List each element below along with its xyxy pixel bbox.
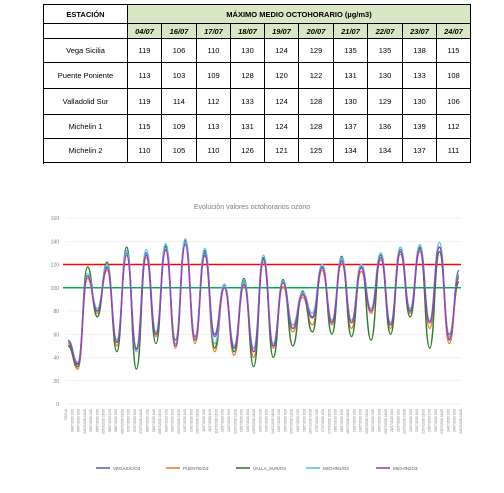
x-tick-label: 17/07/2020 8:00 xyxy=(321,409,326,433)
table-cell: 135 xyxy=(334,39,368,63)
table-cell: 128 xyxy=(231,63,265,89)
y-tick-label: 0 xyxy=(56,402,59,408)
y-tick-label: 20 xyxy=(53,378,59,385)
table-cell: 139 xyxy=(403,115,437,139)
table-cell: 113 xyxy=(197,115,231,139)
table-cell: 130 xyxy=(334,89,368,115)
table-row xyxy=(44,139,471,163)
x-tick-label: 09/07/2020 16:00 xyxy=(176,409,181,434)
x-tick-label: 23/07/2020 16:00 xyxy=(440,409,445,434)
x-tick-label: 18/07/2020 0:00 xyxy=(333,409,338,433)
table-cell: 110 xyxy=(197,39,231,63)
date-header: 24/07 xyxy=(437,24,471,39)
table-cell: 112 xyxy=(197,89,231,115)
table-row xyxy=(44,63,471,89)
table-cell: 128 xyxy=(299,115,334,139)
table-cell: 112 xyxy=(437,115,471,139)
table-cell: 129 xyxy=(299,39,334,63)
table-cell: 135 xyxy=(368,39,403,63)
station-header-spacer xyxy=(44,24,128,39)
date-header: 04/07 xyxy=(128,24,162,39)
table-cell: 115 xyxy=(437,39,471,63)
x-tick-label: 18/07/2020 8:00 xyxy=(339,409,344,433)
x-tick-label: 22/07/2020 16:00 xyxy=(421,409,426,434)
x-tick-label: 09/07/2020 8:00 xyxy=(170,409,175,433)
table-cell: 110 xyxy=(197,139,231,163)
table-cell: 111 xyxy=(437,139,471,163)
table-cell: 124 xyxy=(265,89,299,115)
date-header: 18/07 xyxy=(231,24,265,39)
x-tick-label: 19/07/2020 16:00 xyxy=(364,409,369,434)
x-tick-label: FECHA xyxy=(64,409,68,420)
ozone-chart xyxy=(36,196,468,486)
x-tick-label: 17/07/2020 16:00 xyxy=(327,409,332,434)
x-tick-label: 08/07/2020 8:00 xyxy=(151,409,156,433)
chart-title: Evolución valores octohorarios ozono xyxy=(193,204,311,211)
table-cell: 110 xyxy=(128,139,162,163)
table-cell: 130 xyxy=(231,39,265,63)
table-cell: 134 xyxy=(368,139,403,163)
table-cell: 106 xyxy=(162,39,197,63)
main-header: MÁXIMO MEDIO OCTOHORARIO (µg/m3) xyxy=(128,5,471,24)
x-tick-label: 05/07/2020 8:00 xyxy=(95,409,100,433)
table-row xyxy=(44,115,471,139)
table-cell: 131 xyxy=(231,115,265,139)
x-tick-label: 13/07/2020 8:00 xyxy=(245,409,250,433)
x-tick-label: 21/07/2020 8:00 xyxy=(396,409,401,433)
x-tick-label: 06/07/2020 0:00 xyxy=(107,409,112,433)
table-cell: 129 xyxy=(368,89,403,115)
table-cell: 119 xyxy=(128,39,162,63)
x-tick-label: 04/07/2020 0:00 xyxy=(70,409,75,433)
table-cell: 130 xyxy=(368,63,403,89)
table-left-border xyxy=(43,150,44,164)
table-cell: 130 xyxy=(403,89,437,115)
table-cell: 106 xyxy=(437,89,471,115)
x-tick-label: 08/07/2020 16:00 xyxy=(158,409,163,434)
x-tick-label: 22/07/2020 8:00 xyxy=(415,409,420,433)
legend-label: MICHIN2O3 xyxy=(393,466,418,471)
x-tick-label: 06/07/2020 16:00 xyxy=(120,409,125,434)
x-tick-label: 05/07/2020 0:00 xyxy=(89,409,94,433)
x-tick-label: 16/07/2020 16:00 xyxy=(308,409,313,434)
x-tick-label: 14/07/2020 0:00 xyxy=(258,409,263,433)
station-name: Valladolid Sur xyxy=(44,89,128,115)
x-tick-label: 12/07/2020 8:00 xyxy=(227,409,232,433)
table-cell: 133 xyxy=(231,89,265,115)
table-cell: 138 xyxy=(403,39,437,63)
x-tick-label: 11/07/2020 16:00 xyxy=(214,409,219,434)
x-tick-label: 20/07/2020 0:00 xyxy=(371,409,376,433)
table-cell: 124 xyxy=(265,39,299,63)
date-header: 19/07 xyxy=(265,24,299,39)
date-header: 20/07 xyxy=(299,24,334,39)
x-tick-label: 07/07/2020 16:00 xyxy=(139,409,144,434)
x-tick-label: 15/07/2020 0:00 xyxy=(277,409,282,433)
x-tick-label: 23/07/2020 0:00 xyxy=(427,409,432,433)
table-cell: 113 xyxy=(128,63,162,89)
station-name: Michelin 1 xyxy=(44,115,128,139)
table-cell: 137 xyxy=(403,139,437,163)
y-tick-label: 120 xyxy=(50,262,59,269)
x-tick-label: 11/07/2020 0:00 xyxy=(201,409,206,432)
table-row xyxy=(44,89,471,115)
chart-svg xyxy=(36,196,468,486)
x-tick-label: 21/07/2020 16:00 xyxy=(402,409,407,434)
table-cell: 119 xyxy=(128,89,162,115)
x-tick-label: 17/07/2020 0:00 xyxy=(314,409,319,433)
x-tick-label: 11/07/2020 8:00 xyxy=(208,409,213,432)
legend-label: MICHIN1/O3 xyxy=(323,466,349,471)
table-cell: 136 xyxy=(368,115,403,139)
x-tick-label: 24/07/2020 8:00 xyxy=(452,409,457,433)
date-header: 23/07 xyxy=(403,24,437,39)
table-cell: 131 xyxy=(334,63,368,89)
x-tick-label: 10/07/2020 8:00 xyxy=(189,409,194,433)
station-name: Vega Sicilia xyxy=(44,39,128,63)
x-tick-label: 05/07/2020 16:00 xyxy=(101,409,106,434)
x-tick-label: 04/07/2020 8:00 xyxy=(76,409,81,433)
x-tick-label: 12/07/2020 16:00 xyxy=(233,409,238,434)
x-tick-label: 09/07/2020 0:00 xyxy=(164,409,169,433)
x-tick-label: 19/07/2020 8:00 xyxy=(358,409,363,433)
date-header: 17/07 xyxy=(197,24,231,39)
legend-label: VEGASIC/O3 xyxy=(113,466,141,471)
table-cell: 121 xyxy=(265,139,299,163)
x-tick-label: 21/07/2020 0:00 xyxy=(390,409,395,433)
x-tick-label: 16/07/2020 0:00 xyxy=(295,409,300,433)
table-cell: 137 xyxy=(334,115,368,139)
table-cell: 108 xyxy=(437,63,471,89)
x-tick-label: 10/07/2020 16:00 xyxy=(195,409,200,434)
x-tick-label: 20/07/2020 8:00 xyxy=(377,409,382,433)
x-tick-label: 22/07/2020 0:00 xyxy=(408,409,413,433)
table-cell: 109 xyxy=(162,115,197,139)
y-tick-label: 160 xyxy=(50,216,59,222)
y-tick-label: 80 xyxy=(53,309,59,315)
date-header-row xyxy=(44,24,471,39)
x-tick-label: 04/07/2020 16:00 xyxy=(82,409,87,434)
table-cell: 125 xyxy=(299,139,334,163)
x-tick-label: 18/07/2020 16:00 xyxy=(346,409,351,434)
station-name: Puente Poniente xyxy=(44,63,128,89)
x-tick-label: 06/07/2020 8:00 xyxy=(114,409,119,433)
y-tick-label: 140 xyxy=(50,239,59,246)
table-cell: 133 xyxy=(403,63,437,89)
x-tick-label: 16/07/2020 8:00 xyxy=(302,409,307,433)
x-tick-label: 24/07/2020 16:00 xyxy=(459,409,463,434)
legend-label: PUENTE/O3 xyxy=(183,466,209,471)
table-row xyxy=(44,39,471,63)
station-header: ESTACIÓN xyxy=(44,5,128,24)
date-header: 21/07 xyxy=(334,24,368,39)
x-tick-label: 20/07/2020 16:00 xyxy=(383,409,388,434)
table-cell: 134 xyxy=(334,139,368,163)
series-line xyxy=(68,244,459,370)
table-cell: 105 xyxy=(162,139,197,163)
table-cell: 115 xyxy=(128,115,162,139)
y-tick-label: 60 xyxy=(53,332,59,339)
x-tick-label: 24/07/2020 0:00 xyxy=(446,409,451,433)
ozone-max-table xyxy=(43,4,471,163)
y-tick-label: 100 xyxy=(50,285,59,292)
x-tick-label: 13/07/2020 0:00 xyxy=(239,409,244,433)
x-tick-label: 13/07/2020 16:00 xyxy=(252,409,257,434)
legend-label: VALLA_SUR/O3 xyxy=(253,466,286,471)
date-header: 16/07 xyxy=(162,24,197,39)
x-tick-label: 14/07/2020 16:00 xyxy=(270,409,275,434)
table-cell: 103 xyxy=(162,63,197,89)
table-cell: 114 xyxy=(162,89,197,115)
x-tick-label: 07/07/2020 0:00 xyxy=(126,409,131,433)
x-tick-label: 19/07/2020 0:00 xyxy=(352,409,357,433)
table-cell: 120 xyxy=(265,63,299,89)
x-tick-label: 15/07/2020 8:00 xyxy=(283,409,288,433)
table-cell: 124 xyxy=(265,115,299,139)
table-cell: 128 xyxy=(299,89,334,115)
y-tick-label: 40 xyxy=(53,355,59,362)
table-cell: 109 xyxy=(197,63,231,89)
table-cell: 126 xyxy=(231,139,265,163)
table-cell: 122 xyxy=(299,63,334,89)
x-tick-label: 14/07/2020 8:00 xyxy=(264,409,269,433)
x-tick-label: 15/07/2020 16:00 xyxy=(289,409,294,434)
x-tick-label: 08/07/2020 0:00 xyxy=(145,409,150,433)
x-tick-label: 07/07/2020 8:00 xyxy=(132,409,137,433)
x-tick-label: 23/07/2020 8:00 xyxy=(433,409,438,433)
station-name: Michelin 2 xyxy=(44,139,128,163)
date-header: 22/07 xyxy=(368,24,403,39)
x-tick-label: 10/07/2020 0:00 xyxy=(183,409,188,433)
x-tick-label: 12/07/2020 0:00 xyxy=(220,409,225,433)
